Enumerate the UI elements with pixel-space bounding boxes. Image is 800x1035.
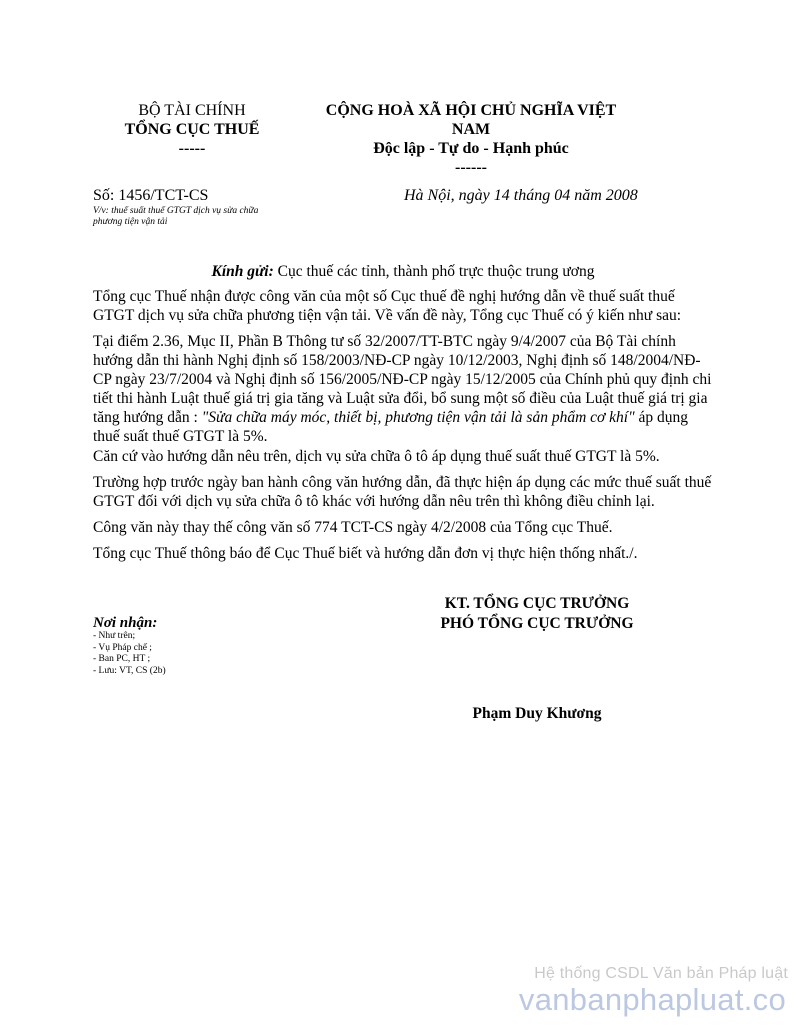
watermark-caption: Hệ thống CSDL Văn bản Pháp luật — [534, 965, 788, 982]
watermark-site: vanbanphapluat.co — [518, 982, 786, 1017]
recipient-item: - Như trên; — [93, 631, 136, 641]
paragraph-4: Trường hợp trước ngày ban hành công văn hướng dẫn, đã thực hiện áp dụng các mức thuế suất thuế GTGT đối với dịch vụ sửa chữa ô tô khác với hướng dẫn nêu trên thì không điều chỉnh lại. — [93, 474, 712, 510]
recipient-item: - Vụ Pháp chế ; — [93, 642, 152, 653]
signature-subtitle: PHÓ TỔNG CỤC TRƯỞNG — [440, 615, 634, 632]
ministry-name: BỘ TÀI CHÍNH — [138, 102, 246, 119]
doc-number: Số: 1456/TCT-CS — [93, 187, 209, 204]
national-heading — [312, 101, 630, 177]
paragraph-1: Tổng cục Thuế nhận được công văn của một số Cục thuế đề nghị hướng dẫn về thuế suất thuế GTGT dịch vụ sửa chữa phương tiện vận tải. Về vấn đề này, Tổng cục Thuế có ý kiến như sau: — [93, 288, 682, 324]
paragraph-2 — [93, 332, 713, 446]
paragraph-6: Tổng cục Thuế thông báo để Cục Thuế biết và hướng dẫn đơn vị thực hiện thống nhất./. — [93, 545, 638, 562]
salutation — [93, 262, 713, 281]
signer-name: Phạm Duy Khương — [472, 705, 602, 722]
salutation-recipient: Cục thuế các tỉnh, thành phố trực thuộc trung ương — [277, 263, 595, 280]
paragraph-3: Căn cứ vào hướng dẫn nêu trên, dịch vụ sửa chữa ô tô áp dụng thuế suất thuế GTGT là 5%. — [93, 448, 660, 465]
place-date: Hà Nội, ngày 14 tháng 04 năm 2008 — [404, 187, 638, 204]
nation-name-line2: NAM — [451, 121, 491, 138]
paragraph-2-quote: "Sửa chữa máy móc, thiết bị, phương tiện vận tải là sản phẩm cơ khí" — [201, 409, 635, 426]
issuer-block — [92, 101, 292, 158]
paragraph-2-tail: áp dụng thuế suất thuế GTGT là 5%. — [93, 409, 689, 445]
issuer-divider: ----- — [178, 140, 206, 157]
nation-name-line1: CỘNG HOÀ XÃ HỘI CHỦ NGHĨA VIỆT — [325, 102, 617, 119]
recipients-block — [93, 614, 293, 677]
subject-line-1: V/v: thuế suất thuế GTGT dịch vụ sửa chữa — [93, 206, 259, 216]
salutation-label: Kính gửi: — [211, 263, 274, 280]
paragraph-5: Công văn này thay thế công văn số 774 TCT-CS ngày 4/2/2008 của Tổng cục Thuế. — [93, 519, 613, 536]
national-motto: Độc lập - Tự do - Hạnh phúc — [373, 140, 569, 157]
motto-divider: ------ — [455, 159, 487, 176]
recipients-title: Nơi nhận: — [93, 615, 158, 631]
subject-line-2: phương tiện vận tải — [93, 217, 168, 227]
department-name: TỔNG CỤC THUẾ — [124, 121, 260, 138]
signature-title: KT. TỔNG CỤC TRƯỞNG — [444, 595, 630, 612]
recipient-item: - Lưu: VT, CS (2b) — [93, 665, 166, 676]
signature-block — [412, 594, 662, 634]
recipient-item: - Ban PC, HT ; — [93, 654, 151, 664]
paragraph-2-text: Tại điểm 2.36, Mục II, Phần B Thông tư số 32/2007/TT-BTC ngày 9/4/2007 của Bộ Tài chính hướng dẫn thi hành Nghị định số 158/2003/NĐ-CP ngày 10/12/2003, Nghị định số 148/2004/NĐ-CP ngày 23/7/2004 và Nghị định số 156/2005/NĐ-CP ngày 15/12/2005 của Chính phủ quy định chi tiết thi hành Luật thuế giá trị gia tăng và Luật sửa đổi, bổ sung một số điều của Luật thuế giá trị gia tăng hướng dẫn : — [93, 333, 712, 426]
